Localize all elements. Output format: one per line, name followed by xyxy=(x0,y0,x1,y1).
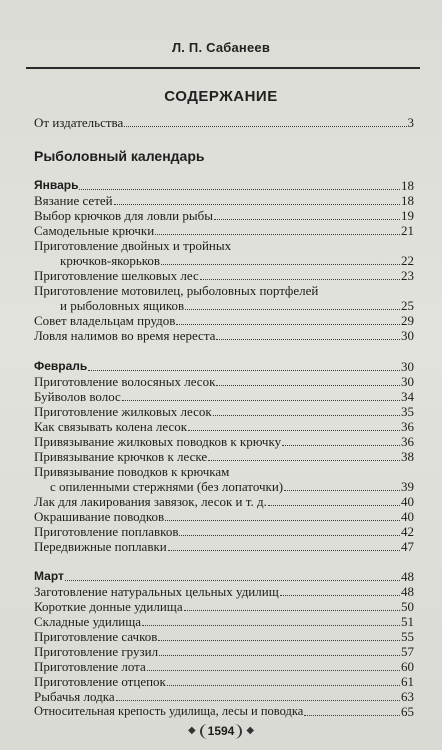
toc-entry-label: Приготовление поплавков xyxy=(34,524,179,539)
ornament-right-icon: ◆ xyxy=(246,725,255,736)
page-number: 1594 xyxy=(200,724,243,739)
toc-section-page: 30 xyxy=(401,359,414,374)
toc-entry-label: Приготовление лота xyxy=(34,659,146,674)
toc-entry-page: 30 xyxy=(401,328,414,343)
toc-entry-page: 38 xyxy=(401,449,414,464)
toc-entry-label: Вязание сетей xyxy=(34,193,113,208)
toc-entry-label: Приготовление сачков xyxy=(34,629,158,644)
leader-dots xyxy=(200,264,400,280)
toc-entry-page: 3 xyxy=(407,115,414,130)
toc-entry-page: 50 xyxy=(401,599,414,614)
leader-dots xyxy=(179,520,400,536)
toc-entry-front[interactable] xyxy=(34,115,414,130)
running-head: Л. П. Сабанеев xyxy=(171,40,271,55)
leader-dots xyxy=(168,535,400,551)
toc-entry-page: 36 xyxy=(401,419,414,434)
toc-entry-first-line: Приготовление двойных и тройных xyxy=(34,238,232,253)
leader-dots xyxy=(216,370,400,386)
toc-entry-label: Приготовление шелковых лес xyxy=(34,268,199,283)
toc-entry-label: Приготовление грузил xyxy=(34,644,159,659)
toc-entry-label: Рыбачья лодка xyxy=(34,689,115,704)
toc-entry-page: 29 xyxy=(401,313,414,328)
leader-dots xyxy=(161,249,400,265)
toc-entry-page: 42 xyxy=(401,524,414,539)
leader-dots xyxy=(282,430,400,446)
toc-entry-label: Привязывание жилковых поводков к крючку xyxy=(34,434,282,449)
toc-entry-label: Лак для лакирования завязок, лесок и т. д. xyxy=(34,494,267,509)
toc-section-label: Февраль xyxy=(34,359,88,373)
leader-dots xyxy=(116,685,400,701)
header-rule xyxy=(26,67,420,69)
leader-dots xyxy=(176,309,400,325)
toc-entry-page: 25 xyxy=(401,298,414,313)
leader-dots xyxy=(159,640,400,656)
toc-entry-label: Привязывание крючков к леске xyxy=(34,449,208,464)
calendar-heading: Рыболовный календарь xyxy=(34,148,205,164)
toc-entry[interactable] xyxy=(34,328,414,343)
leader-dots xyxy=(155,219,400,235)
leader-dots xyxy=(167,670,400,686)
toc-entry-page: 18 xyxy=(401,193,414,208)
toc-entry-label: От издательства xyxy=(34,115,124,130)
toc-entry-page: 65 xyxy=(401,704,414,719)
leader-dots xyxy=(124,111,406,127)
leader-dots xyxy=(114,189,400,205)
toc-entry-label: Относительная крепость удилища, лесы и поводка xyxy=(34,704,304,718)
toc-entry-page: 48 xyxy=(401,584,414,599)
leader-dots xyxy=(214,204,400,220)
contents-title: СОДЕРЖАНИЕ xyxy=(164,88,278,105)
toc-entry-page: 36 xyxy=(401,434,414,449)
toc-entry-page: 19 xyxy=(401,208,414,223)
leader-dots xyxy=(208,445,400,461)
toc-entry-label: Приготовление волосяных лесок xyxy=(34,374,216,389)
leader-dots xyxy=(213,400,400,416)
leader-dots xyxy=(188,415,400,431)
leader-dots xyxy=(268,490,400,506)
leader-dots xyxy=(79,174,400,190)
toc-entry-label: Передвижные поплавки xyxy=(34,539,167,554)
leader-dots xyxy=(165,505,400,521)
toc-entry-label: Складные удилища xyxy=(34,614,142,629)
toc-entry[interactable] xyxy=(34,539,414,554)
toc-entry-label: Выбор крючков для ловли рыбы xyxy=(34,208,213,223)
toc-entry-label: Короткие донные удилища xyxy=(34,599,183,614)
toc-entry-page: 57 xyxy=(401,644,414,659)
toc-entry-page: 61 xyxy=(401,674,414,689)
toc-entry-label: Совет владельцам прудов xyxy=(34,313,176,328)
toc-section-page: 18 xyxy=(401,178,414,193)
toc-entry[interactable] xyxy=(34,449,414,464)
toc-entry-page: 51 xyxy=(401,614,414,629)
leader-dots xyxy=(216,324,400,340)
leader-dots xyxy=(142,610,400,626)
toc-entry-page: 40 xyxy=(401,509,414,524)
toc-entry[interactable] xyxy=(34,268,414,283)
toc-entry-page: 35 xyxy=(401,404,414,419)
leader-dots xyxy=(284,475,400,491)
ornament-left-icon: ◆ xyxy=(187,725,196,736)
leader-dots xyxy=(65,565,400,581)
toc-entry-label: Приготовление жилковых лесок xyxy=(34,404,212,419)
toc-entry-label: Приготовление отцепок xyxy=(34,674,166,689)
toc-entry-label: Заготовление натуральных цельных удилищ xyxy=(34,584,279,599)
leader-dots xyxy=(88,355,400,371)
toc-entry-label: Самодельные крючки xyxy=(34,223,155,238)
page-folio xyxy=(174,722,268,740)
toc-entry-page: 60 xyxy=(401,659,414,674)
toc-entry-page: 30 xyxy=(401,374,414,389)
toc-entry-page: 22 xyxy=(401,253,414,268)
toc-entry-page: 39 xyxy=(401,479,414,494)
toc-entry-label: Ловля налимов во время нереста xyxy=(34,328,216,343)
toc-entry[interactable] xyxy=(34,704,414,719)
toc-entry-label: Окрашивание поводков xyxy=(34,509,165,524)
toc-entry-label: Буйволов волос xyxy=(34,389,121,404)
leader-dots xyxy=(185,294,400,310)
leader-dots xyxy=(184,595,400,611)
toc-entry-label: Как связывать колена лесок xyxy=(34,419,188,434)
toc-entry-page: 21 xyxy=(401,223,414,238)
leader-dots xyxy=(280,580,400,596)
leader-dots xyxy=(158,625,400,641)
toc-entry-page: 40 xyxy=(401,494,414,509)
toc-entry-label: с опиленными стержнями (без лопаточки) xyxy=(50,479,284,494)
toc-entry-page: 47 xyxy=(401,539,414,554)
toc-entry-page: 34 xyxy=(401,389,414,404)
toc-section-page: 48 xyxy=(401,569,414,584)
leader-dots xyxy=(304,700,400,716)
toc-entry-page: 23 xyxy=(401,268,414,283)
leader-dots xyxy=(122,385,400,401)
toc-section-label: Март xyxy=(34,569,64,583)
toc-entry-page: 55 xyxy=(401,629,414,644)
toc-entry[interactable] xyxy=(34,223,414,238)
toc-entry-label: крючков-якорьков xyxy=(60,253,161,268)
toc-entry-label: и рыболовных ящиков xyxy=(60,298,185,313)
toc-entry-first-line: Приготовление мотовилец, рыболовных портфелей xyxy=(34,283,319,298)
toc-section-label: Январь xyxy=(34,178,79,192)
leader-dots xyxy=(147,655,400,671)
toc-entry-page: 63 xyxy=(401,689,414,704)
toc-entry-first-line: Привязывание поводков к крючкам xyxy=(34,464,230,479)
